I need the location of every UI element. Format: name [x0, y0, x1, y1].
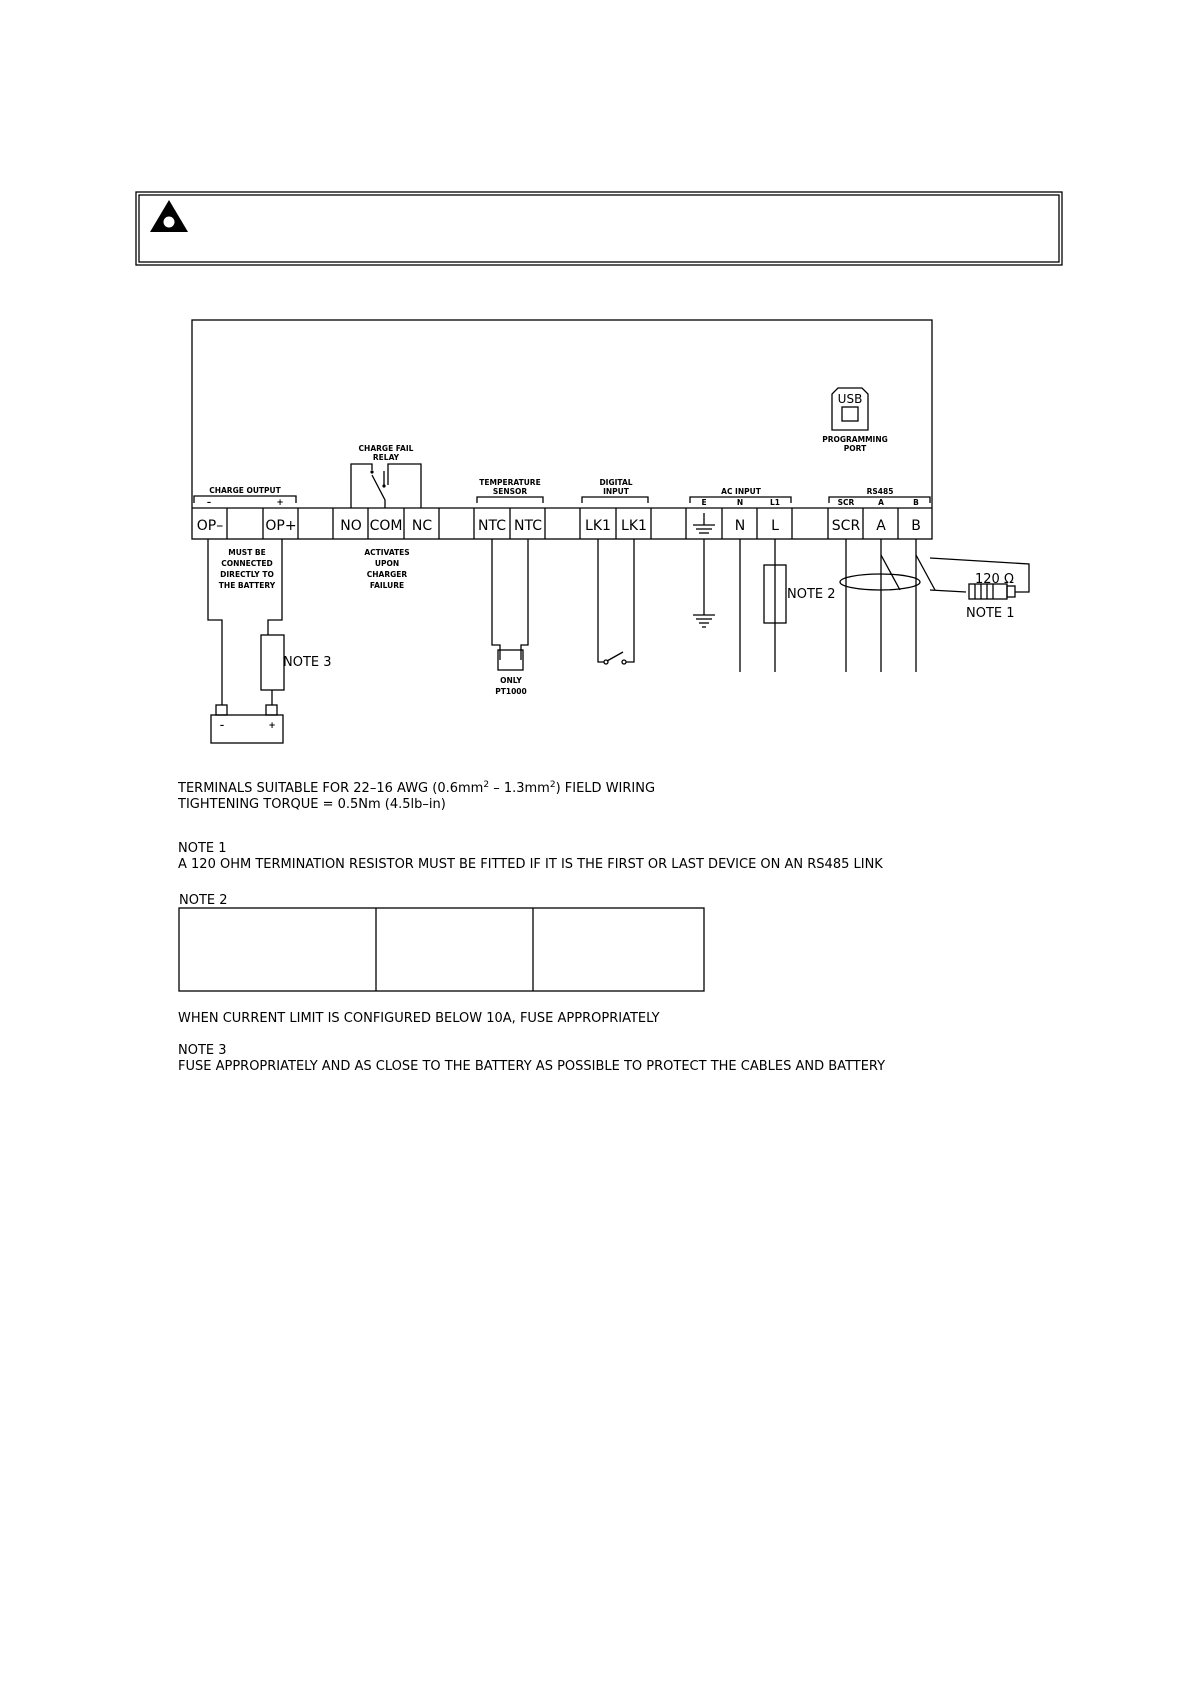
battery-note-2: CONNECTED	[221, 559, 273, 568]
temp-label-2: SENSOR	[492, 487, 528, 496]
relay-note-3: CHARGER	[366, 570, 408, 579]
terminal-n: N	[734, 518, 746, 534]
ac-n-label: N	[736, 498, 744, 507]
warning-triangle-icon	[150, 200, 188, 232]
relay-note-1: ACTIVATES	[364, 548, 410, 557]
digital-label-2: INPUT	[603, 487, 629, 496]
fuse-note3-label: NOTE 3	[283, 655, 332, 670]
battery-wiring	[208, 539, 332, 743]
rs485-b-label: B	[913, 498, 919, 507]
cable-screen	[840, 574, 920, 590]
sensor-note-1: ONLY	[500, 676, 522, 685]
terminal-nc: NC	[411, 518, 433, 534]
rs485-label: RS485	[866, 487, 894, 496]
digital-switch	[607, 652, 623, 661]
fuse-note2-label: NOTE 2	[787, 587, 836, 602]
group-temperature-sensor	[477, 478, 543, 503]
charge-output-minus: –	[206, 498, 212, 508]
temp-label-1: TEMPERATURE	[479, 478, 541, 487]
relay-note-2: UPON	[374, 559, 400, 568]
group-charge-output	[194, 486, 296, 508]
battery-minus: –	[219, 721, 225, 731]
earth-ground-icon	[693, 513, 715, 533]
notes	[177, 780, 885, 1074]
note3-text: FUSE APPROPRIATELY AND AS CLOSE TO THE BATTERY AS POSSIBLE TO PROTECT THE CABLES AND BATTERY	[178, 1059, 886, 1074]
relay-note	[364, 548, 409, 590]
pt1000-sensor	[498, 650, 523, 670]
terminal-scr: SCR	[831, 518, 861, 534]
group-rs485	[829, 487, 930, 507]
ac-l1-label: L1	[770, 498, 780, 507]
earth-ground-symbol-icon	[693, 615, 715, 627]
resistor-note: NOTE 1	[966, 606, 1015, 621]
terminal-no: NO	[340, 518, 362, 534]
group-digital-input	[582, 478, 648, 503]
rs485-a-label: A	[878, 498, 884, 507]
terminal-a: A	[876, 518, 886, 534]
ac-input-wiring	[693, 539, 836, 672]
terminal-lk1-1: LK1	[585, 518, 611, 534]
note2-text: WHEN CURRENT LIMIT IS CONFIGURED BELOW 10A, FUSE APPROPRIATELY	[178, 1011, 660, 1026]
fuse-note3	[261, 635, 284, 690]
digital-label-1: DIGITAL	[599, 478, 633, 487]
charge-output-label: CHARGE OUTPUT	[209, 486, 281, 495]
note2-table	[179, 908, 704, 991]
rs485-scr-label: SCR	[837, 498, 855, 507]
digital-input-wiring	[598, 539, 634, 664]
ac-input-label: AC INPUT	[721, 487, 761, 496]
ac-e-label: E	[701, 498, 707, 507]
terminals-note: TERMINALS SUITABLE FOR 22–16 AWG $(0.6mm^2 - 1.3mm^2)$ FIELD WIRING	[178, 780, 656, 796]
warning-banner	[136, 192, 1062, 265]
programming-port-caption-2: PORT	[843, 444, 867, 453]
group-charge-fail-relay	[351, 444, 421, 508]
sensor-note-2: PT1000	[495, 687, 527, 696]
terminal-l: L	[771, 518, 779, 534]
resistor-label: 120 Ω	[975, 572, 1014, 587]
rs485-wiring	[840, 539, 1029, 672]
terminal-ntc-1: NTC	[478, 518, 506, 534]
terminal-b: B	[911, 518, 921, 534]
battery-note-3: DIRECTLY TO	[220, 570, 274, 579]
battery-note-4: THE BATTERY	[218, 581, 276, 590]
terminal-com: COM	[369, 518, 403, 534]
programming-port-caption-1: PROGRAMMING	[822, 435, 888, 444]
battery-note-1: MUST BE	[228, 548, 266, 557]
note1-text: A 120 OHM TERMINATION RESISTOR MUST BE FITTED IF IT IS THE FIRST OR LAST DEVICE ON AN RS485 LINK	[178, 857, 883, 872]
relay-note-4: FAILURE	[369, 581, 405, 590]
usb-port	[822, 388, 888, 453]
charge-output-plus: +	[276, 498, 284, 508]
relay-label-1: CHARGE FAIL	[358, 444, 414, 453]
battery-plus: +	[268, 721, 276, 731]
group-ac-input	[690, 487, 791, 507]
note1-title: NOTE 1	[178, 841, 227, 856]
temperature-sensor-wiring	[492, 539, 528, 696]
relay-label-2: RELAY	[372, 453, 400, 462]
terminal-strip	[192, 508, 932, 539]
note3-title: NOTE 3	[178, 1043, 227, 1058]
usb-label: USB	[837, 392, 863, 406]
terminal-op-minus: OP–	[196, 518, 224, 534]
terminal-ntc-2: NTC	[514, 518, 542, 534]
terminal-op-plus: OP+	[265, 518, 297, 534]
terminal-lk1-2: LK1	[621, 518, 647, 534]
note2-title: NOTE 2	[179, 893, 228, 908]
torque-note: TIGHTENING TORQUE = 0.5Nm (4.5lb–in)	[178, 797, 446, 812]
device-outline	[192, 320, 932, 539]
